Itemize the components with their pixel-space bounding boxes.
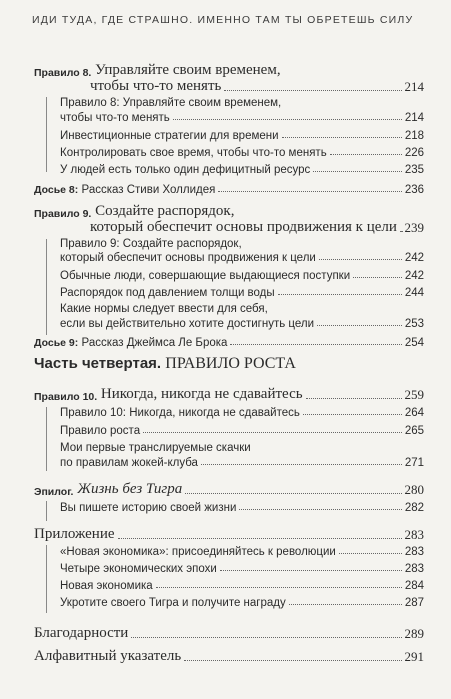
subentry-title: Правило 10: Никогда, никогда не сдавайтесь <box>60 407 300 419</box>
toc-subentry[interactable] <box>60 442 424 454</box>
leader-dots <box>173 118 402 120</box>
subentry-title: «Новая экономика»: присоединяйтесь к революции <box>60 546 336 558</box>
chapter-tag: Правило 10. <box>34 391 98 403</box>
toc-entry-dossier-9[interactable] <box>34 333 424 349</box>
subentry-title: чтобы что-то менять <box>60 112 170 124</box>
toc-subentry[interactable] <box>60 563 424 575</box>
part-title: ПРАВИЛО РОСТА <box>165 355 296 372</box>
toc-subentry[interactable] <box>60 252 424 264</box>
chapter-title: Никогда, никогда не сдавайтесь <box>100 386 303 402</box>
page-number: 244 <box>404 287 424 299</box>
chapter-title-line: Управляйте своим временем, <box>95 62 281 78</box>
toc-subentry[interactable] <box>60 318 424 330</box>
subentry-title: Правило 9: Создайте распорядок, <box>60 238 242 250</box>
leader-dots <box>339 552 402 554</box>
part-heading[interactable] <box>34 355 296 373</box>
leader-dots <box>303 413 402 415</box>
leader-dots <box>156 586 402 588</box>
leader-dots <box>230 343 401 345</box>
dossier-title: Рассказ Стиви Холлидея <box>81 184 216 196</box>
leader-dots <box>330 153 402 155</box>
page-number: 271 <box>404 457 424 469</box>
leader-dots <box>239 508 401 510</box>
page-number: 253 <box>404 318 424 330</box>
leader-dots <box>185 492 401 494</box>
toc-subentry[interactable] <box>60 597 424 609</box>
subentry-title: Правило роста <box>60 425 141 437</box>
toc-subentry[interactable] <box>60 546 424 558</box>
subentry-title: по правилам жокей-клуба <box>60 457 198 469</box>
toc-subentry[interactable] <box>60 502 424 514</box>
leader-dots <box>118 537 402 539</box>
chapter-tag: Правило 8. <box>34 67 92 79</box>
chapter-title-line: который обеспечит основы продвижения к цели <box>90 219 397 235</box>
dossier-tag: Досье 9: <box>34 337 79 349</box>
toc-subentry[interactable] <box>60 407 424 419</box>
dossier-tag: Досье 8: <box>34 184 79 196</box>
toc-entry-appendix[interactable] <box>34 526 424 543</box>
leader-dots <box>201 463 402 465</box>
toc-entry-rule-9-cont[interactable] <box>90 219 424 236</box>
section-bar <box>46 501 47 521</box>
page-number: 284 <box>404 580 424 592</box>
toc-subentry[interactable] <box>60 164 424 176</box>
page-number: 214 <box>404 112 424 124</box>
page-number: 218 <box>404 130 424 142</box>
epilogue-title: Жизнь без Тигра <box>77 481 183 497</box>
subentry-title: Контролировать свое время, чтобы что-то менять <box>60 147 327 159</box>
toc-subentry[interactable] <box>60 112 424 124</box>
dossier-title: Рассказ Джеймса Ле Брока <box>81 337 228 349</box>
subentry-title: Четыре экономических эпохи <box>60 563 217 575</box>
leader-dots <box>289 603 402 605</box>
section-bar <box>46 545 47 613</box>
section-bar <box>46 97 47 172</box>
toc-subentry[interactable] <box>60 303 424 315</box>
subentry-title: если вы действительно хотите достигнуть цели <box>60 318 315 330</box>
subentry-title: Обычные люди, совершающие выдающиеся поступки <box>60 270 351 282</box>
leader-dots <box>319 258 402 260</box>
index-title: Алфавитный указатель <box>34 648 182 664</box>
toc-subentry[interactable] <box>60 270 424 282</box>
leader-dots <box>220 569 402 571</box>
leader-dots <box>218 190 401 192</box>
page-number: 289 <box>404 626 424 641</box>
page-number: 259 <box>404 387 424 402</box>
toc-entry-rule-9[interactable] <box>34 203 424 220</box>
appendix-title: Приложение <box>34 526 115 542</box>
chapter-tag: Правило 9. <box>34 208 92 220</box>
toc-entry-epilogue[interactable] <box>34 481 424 498</box>
part-tag: Часть четвертая. <box>34 355 162 372</box>
leader-dots <box>353 276 402 278</box>
page-number: 265 <box>404 425 424 437</box>
toc-entry-rule-8[interactable] <box>34 62 424 79</box>
subentry-title: Правило 8: Управляйте своим временем, <box>60 97 282 109</box>
toc-entry-rule-10[interactable] <box>34 386 424 403</box>
page-number: 242 <box>404 270 424 282</box>
page-number: 264 <box>404 407 424 419</box>
chapter-title-line: Создайте распорядок, <box>95 203 235 219</box>
page-number: 235 <box>404 164 424 176</box>
page-number: 280 <box>404 482 424 497</box>
leader-dots <box>184 659 401 661</box>
toc-subentry[interactable] <box>60 130 424 142</box>
subentry-title: Новая экономика <box>60 580 153 592</box>
toc-subentry[interactable] <box>60 147 424 159</box>
leader-dots <box>282 136 402 138</box>
subentry-title: Распорядок под давлением толщи воды <box>60 287 275 299</box>
subentry-title: Какие нормы следует ввести для себя, <box>60 303 268 315</box>
page-number: 287 <box>404 597 424 609</box>
page-number: 254 <box>404 337 424 349</box>
subentry-title: У людей есть только один дефицитный ресурс <box>60 164 311 176</box>
page-number: 282 <box>404 502 424 514</box>
page-number: 283 <box>404 563 424 575</box>
leader-dots <box>131 636 401 638</box>
subentry-title: который обеспечит основы продвижения к цели <box>60 252 316 264</box>
toc-subentry[interactable] <box>60 287 424 299</box>
page-number: 214 <box>404 79 424 94</box>
toc-subentry[interactable] <box>60 238 424 250</box>
epilogue-tag: Эпилог. <box>34 486 74 498</box>
page-number: 236 <box>404 184 424 196</box>
subentry-title: Мои первые транслируемые скачки <box>60 442 251 454</box>
toc-subentry[interactable] <box>60 425 424 437</box>
acknowledgements-title: Благодарности <box>34 625 129 641</box>
subentry-title: Инвестиционные стратегии для времени <box>60 130 279 142</box>
chapter-title-line: чтобы что-то менять <box>90 78 222 94</box>
leader-dots <box>143 431 402 433</box>
leader-dots <box>278 293 402 295</box>
page-number: 242 <box>404 252 424 264</box>
leader-dots <box>306 397 402 399</box>
page-number: 239 <box>404 220 424 235</box>
page-number: 226 <box>404 147 424 159</box>
toc-subentry[interactable] <box>60 97 424 109</box>
toc-entry-dossier-8[interactable] <box>34 180 424 196</box>
leader-dots <box>313 170 402 172</box>
toc-subentry[interactable] <box>60 457 424 469</box>
subentry-title: Укротите своего Тигра и получите награду <box>60 597 286 609</box>
page-number: 283 <box>404 527 424 542</box>
toc-entry-index[interactable] <box>34 648 424 665</box>
toc-entry-rule-8-cont[interactable] <box>90 78 424 95</box>
section-bar <box>46 407 47 471</box>
toc-entry-acknowledgements[interactable] <box>34 625 424 642</box>
leader-dots <box>400 230 402 232</box>
page-number: 291 <box>404 649 424 664</box>
subentry-title: Вы пишете историю своей жизни <box>60 502 237 514</box>
page-number: 283 <box>404 546 424 558</box>
leader-dots <box>224 89 401 91</box>
leader-dots <box>317 324 402 326</box>
toc-subentry[interactable] <box>60 580 424 592</box>
section-bar <box>46 239 47 335</box>
running-head: ИДИ ТУДА, ГДЕ СТРАШНО. ИМЕННО ТАМ ТЫ ОБРЕТЕШЬ СИЛУ <box>32 14 414 26</box>
